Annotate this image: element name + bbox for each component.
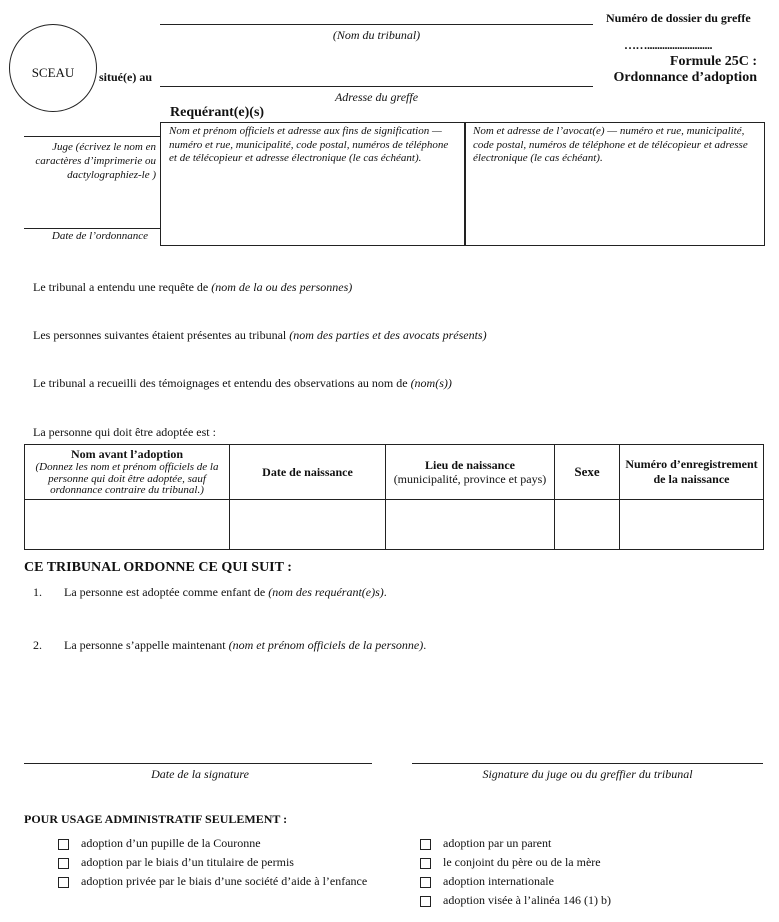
applicant-box[interactable] — [160, 122, 466, 246]
checkbox[interactable] — [420, 896, 431, 907]
signature-line[interactable] — [412, 763, 763, 764]
option-label: adoption privée par le biais d’une société d’aide à l’enfance — [81, 874, 368, 888]
order-item-2[interactable] — [64, 638, 426, 653]
order-heading: CE TRIBUNAL ORDONNE CE QUI SUIT : — [24, 560, 292, 575]
present-hint: (nom des parties et des avocats présents) — [289, 328, 487, 342]
option-label: adoption par le biais d’un titulaire de permis — [81, 855, 294, 869]
admin-option-parent[interactable] — [420, 836, 551, 851]
checkbox[interactable] — [420, 877, 431, 888]
seal-circle — [9, 24, 97, 112]
checkbox[interactable] — [420, 858, 431, 869]
adoptee-table-row — [25, 500, 764, 550]
admin-option-spouse[interactable] — [420, 855, 601, 870]
admin-option-146[interactable] — [420, 893, 611, 908]
present-statement[interactable] — [33, 328, 487, 343]
adoptee-table-header — [25, 445, 764, 500]
option-label: adoption internationale — [443, 874, 554, 888]
court-name-line[interactable] — [160, 24, 593, 25]
option-label: adoption par un parent — [443, 836, 552, 850]
order-item-1-text: La personne est adoptée comme enfant de — [64, 585, 269, 599]
col-name-hint: (Donnez les nom et prénom officiels de la personne qui doit être adoptée, sauf ordonnance contraire du tribunal.) — [35, 461, 219, 497]
col-name-title: Nom avant l’adoption — [70, 447, 183, 462]
adoptee-table — [24, 444, 764, 550]
col-birthplace-hint: (municipalité, province et pays) — [393, 472, 547, 486]
col-sex-header: Sexe — [555, 445, 620, 500]
checkbox[interactable] — [58, 858, 69, 869]
col-birthdate-header: Date de naissance — [230, 445, 386, 500]
order-item-2-hint: (nom et prénom officiels de la personne) — [228, 638, 424, 652]
order-item-2-end: . — [423, 638, 427, 652]
cell-birthplace[interactable] — [386, 500, 555, 550]
cell-name[interactable] — [25, 500, 230, 550]
file-number-label: Numéro de dossier du greffe — [606, 11, 751, 25]
present-prefix: Les personnes suivantes étaient présentes au tribunal — [33, 328, 290, 342]
admin-option-international[interactable] — [420, 874, 554, 889]
cell-registration[interactable] — [620, 500, 764, 550]
seal-label: SCEAU — [31, 65, 75, 80]
order-item-1-hint: (nom des requérant(e)s) — [268, 585, 384, 599]
admin-option-licensee[interactable] — [58, 855, 294, 870]
file-number-field[interactable]: …….......................... — [624, 38, 712, 52]
option-label: adoption visée à l’alinéa 146 (1) b) — [443, 893, 611, 907]
court-address-line[interactable] — [160, 86, 593, 87]
col-name-header — [25, 445, 230, 500]
cell-birthdate[interactable] — [230, 500, 386, 550]
evidence-hint: (nom(s)) — [410, 376, 452, 390]
evidence-statement[interactable] — [33, 376, 452, 391]
cell-sex[interactable] — [555, 500, 620, 550]
lawyer-box[interactable] — [464, 122, 765, 246]
order-item-2-number: 2. — [33, 638, 42, 652]
form-number: Formule 25C : — [669, 54, 757, 69]
judge-top-line — [24, 136, 160, 137]
signature-label: Signature du juge ou du greffier du tribunal — [482, 767, 693, 781]
order-item-1-number: 1. — [33, 585, 42, 599]
signature-date-label: Date de la signature — [151, 767, 249, 781]
admin-option-private[interactable] — [58, 874, 367, 889]
order-date-line[interactable] — [24, 228, 160, 229]
col-birthplace-title: Lieu de naissance — [424, 458, 515, 472]
heard-hint: (nom de la ou des personnes) — [211, 280, 353, 294]
court-address-label: Adresse du greffe — [334, 90, 419, 104]
applicants-heading: Requérant(e)(s) — [170, 105, 265, 120]
checkbox[interactable] — [420, 839, 431, 850]
order-item-2-text: La personne s’appelle maintenant — [64, 638, 229, 652]
adoptee-intro: La personne qui doit être adoptée est : — [33, 425, 216, 439]
form-title: Ordonnance d’adoption — [613, 70, 757, 85]
admin-option-crown-ward[interactable] — [58, 836, 261, 851]
heard-statement[interactable] — [33, 280, 352, 295]
applicant-box-label: Nom et prénom officiels et adresse aux fins de signification — numéro et rue, municipalité, code postal, numéros de téléphone et de télécopieur et adresse électronique (le cas échéant). — [169, 125, 449, 164]
order-date-label: Date de l’ordonnance — [51, 230, 148, 242]
signature-date-line[interactable] — [24, 763, 372, 764]
checkbox[interactable] — [58, 877, 69, 888]
located-at-label: situé(e) au — [99, 70, 152, 84]
admin-heading: POUR USAGE ADMINISTRATIF SEULEMENT : — [24, 812, 288, 826]
lawyer-box-label: Nom et adresse de l’avocat(e) — numéro et rue, municipalité, code postal, numéros de téléphone et de télécopieur et adresse électronique (le cas échéant). — [473, 125, 748, 164]
col-registration-header: Numéro d’enregistrement de la naissance — [620, 445, 764, 500]
checkbox[interactable] — [58, 839, 69, 850]
court-name-label: (Nom du tribunal) — [332, 28, 421, 42]
option-label: le conjoint du père ou de la mère — [443, 855, 601, 869]
order-item-1[interactable] — [64, 585, 387, 600]
order-item-1-end: . — [383, 585, 387, 599]
evidence-prefix: Le tribunal a recueilli des témoignages et entendu des observations au nom de — [33, 376, 411, 390]
option-label: adoption d’un pupille de la Couronne — [81, 836, 261, 850]
judge-label: Juge (écrivez le nom en caractères d’imprimerie ou dactylographiez-le ) — [35, 141, 156, 181]
col-birthplace-header — [386, 445, 555, 500]
heard-prefix: Le tribunal a entendu une requête de — [33, 280, 212, 294]
